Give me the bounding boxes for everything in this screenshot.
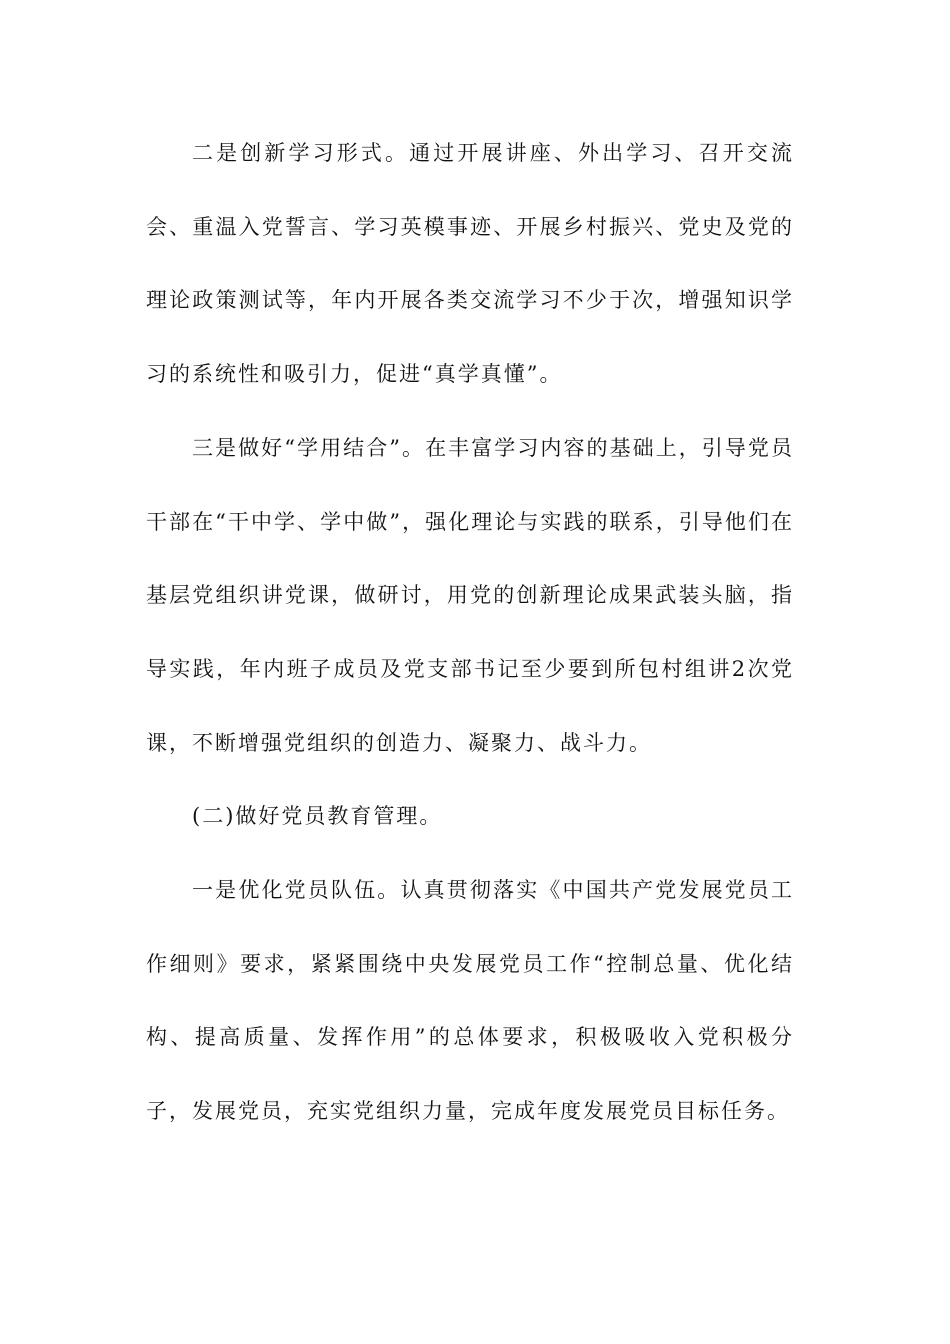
paragraph-innovate-learning-form: 二是创新学习形式。通过开展讲座、外出学习、召开交流会、重温入党誓言、学习英模事迹、开展乡村振兴、党史及党的理论政策测试等，年内开展各类交流学习不少于次，增强知识学习的系统性和吸引力，促进“真学真懂”。 — [146, 141, 794, 387]
document-body — [146, 117, 794, 1149]
paragraph-optimize-party-ranks: 一是优化党员队伍。认真贯彻落实《中国共产党发展党员工作细则》要求，紧紧围绕中央发展党员工作“控制总量、优化结构、提高质量、发挥作用”的总体要求，积极吸收入党积极分子，发展党员，充实党组织力量，完成年度发展党员目标任务。 — [146, 878, 794, 1124]
paragraph-learning-application: 三是做好“学用结合”。在丰富学习内容的基础上，引导党员干部在“干中学、学中做”，强化理论与实践的联系，引导他们在基层党组织讲党课，做研讨，用党的创新理论成果武装头脑，指导实践，年内班子成员及党支部书记至少要到所包村组讲2次党课，不断增强党组织的创造力、凝聚力、战斗力。 — [146, 435, 794, 755]
section-heading-party-member-education: (二)做好党员教育管理。 — [192, 804, 443, 829]
